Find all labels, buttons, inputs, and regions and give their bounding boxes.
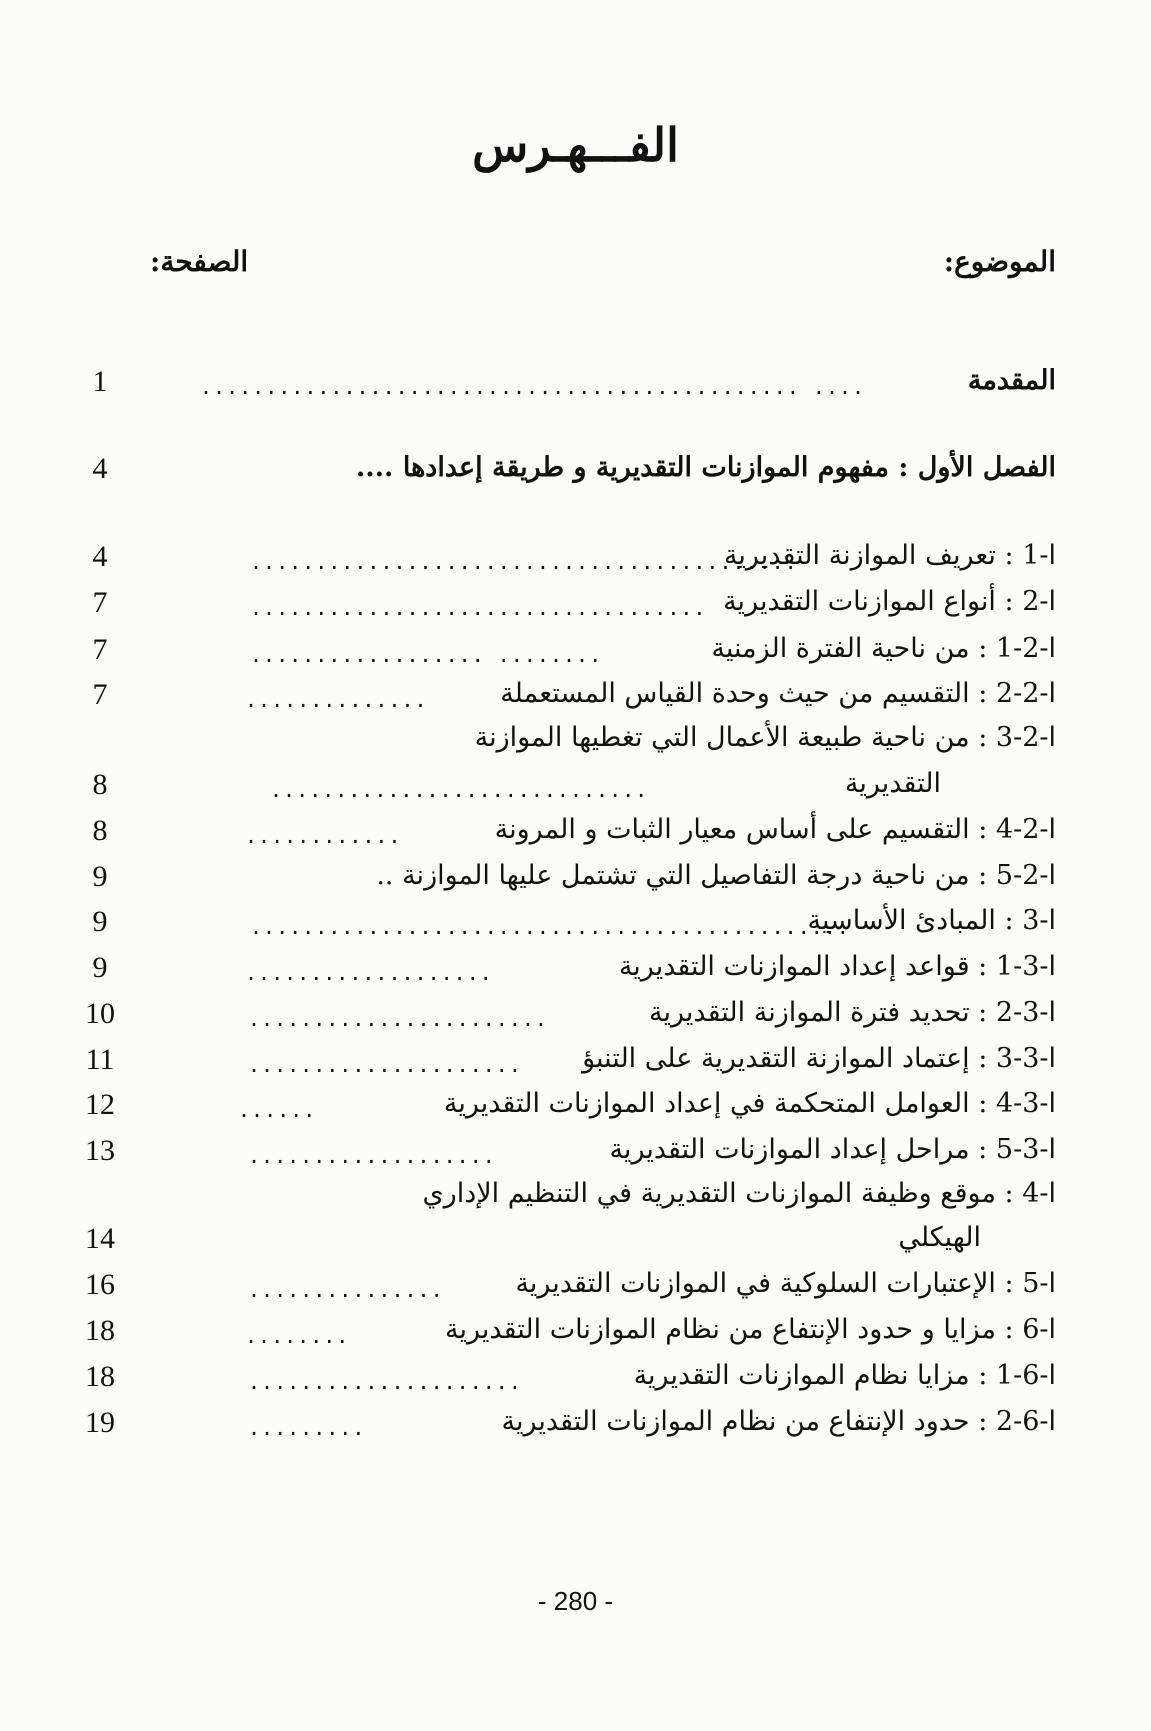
toc-entry-text: الفصل الأول : مفهوم الموازنات التقديرية و طريقة إعدادها ....	[355, 452, 1056, 483]
toc-entry-page: 4	[92, 452, 108, 485]
toc-entry-leader: ......	[238, 1098, 317, 1122]
toc-entry-text: ا-6 : مزايا و حدود الإنتفاع من نظام الموازنات التقديرية	[445, 1314, 1056, 1345]
page-number: - 280 -	[537, 1586, 614, 1616]
toc-entry-text: ا-6-2 : حدود الإنتفاع من نظام الموازنات التقديرية	[501, 1406, 1056, 1437]
toc-entry-page: 1	[92, 365, 108, 398]
toc-entry-leader: ...............	[248, 1278, 444, 1302]
toc-entry-page: 7	[92, 633, 108, 666]
toc-entry-leader: .......................	[248, 1007, 548, 1031]
toc-entry-leader: ............	[245, 824, 402, 848]
toc-entry-leader: ........	[245, 1324, 350, 1348]
toc-entry-page: 18	[85, 1314, 115, 1347]
toc-entry-text: ا-2-5 : من ناحية درجة التفاصيل التي تشتمل عليها الموازنة ..	[376, 860, 1056, 891]
toc-entry-leader: .....................	[248, 1370, 522, 1394]
toc-entry-page: 8	[92, 768, 108, 801]
toc-entry-page: 7	[92, 678, 108, 711]
toc-entry-page: 4	[92, 540, 108, 573]
toc-entry-leader: ...................	[248, 1144, 496, 1168]
toc-entry-page: 9	[92, 951, 108, 984]
toc-entry-text: ا-3-3 : إعتماد الموازنة التقديرية على التنبؤ	[582, 1043, 1056, 1074]
toc-entry-leader: .........	[248, 1416, 366, 1440]
toc-entry-page: 7	[92, 586, 108, 619]
toc-entry-text: ا-2-4 : التقسيم على أساس معيار الثبات و المرونة	[494, 814, 1056, 845]
toc-entry-leader: .....................	[248, 1053, 522, 1077]
toc-entry-text: ا-5 : الإعتبارات السلوكية في الموازنات التقديرية	[515, 1268, 1056, 1299]
toc-entry-page: 16	[85, 1268, 115, 1301]
topic-column-header: الموضوع:	[943, 245, 1056, 278]
toc-entry-page: 8	[92, 814, 108, 847]
page-title: الفـــهـرس	[472, 118, 679, 172]
toc-entry-leader: ..............	[245, 688, 428, 712]
toc-entry-text: ا-2-1 : من ناحية الفترة الزمنية	[711, 633, 1056, 664]
toc-entry-page: 12	[85, 1088, 115, 1121]
toc-entry-page: 14	[85, 1222, 115, 1255]
toc-entry-leader: .............................................. ....	[200, 375, 866, 399]
toc-entry-leader: .............................	[270, 778, 649, 802]
toc-entry-text: ا-3-4 : العوامل المتحكمة في إعداد الموازنات التقديرية	[443, 1088, 1056, 1119]
toc-entry-text: ا-2 : أنواع الموازنات التقديرية	[723, 586, 1056, 617]
toc-entry-text: ا-3-5 : مراحل إعداد الموازنات التقديرية	[609, 1134, 1056, 1165]
toc-entry-leader: ..........................................	[250, 550, 798, 574]
toc-entry-page: 9	[92, 860, 108, 893]
toc-entry-page: 10	[85, 997, 115, 1030]
toc-entry-page: 9	[92, 905, 108, 938]
toc-entry-page: 13	[85, 1134, 115, 1167]
toc-entry-text: ا-3 : المبادئ الأساسية	[807, 905, 1056, 936]
toc-entry-text: ا-4 : موقع وظيفة الموازنات التقديرية في التنظيم الإداري	[422, 1178, 1056, 1209]
toc-entry-text: المقدمة	[967, 365, 1056, 396]
toc-entry-text: ا-3-2 : تحديد فترة الموازنة التقديرية	[649, 997, 1056, 1028]
toc-entry-text: ا-3-1 : قواعد إعداد الموازنات التقديرية	[618, 951, 1056, 982]
toc-entry-leader: ...................................	[250, 596, 707, 620]
toc-entry-text: ا-2-2 : التقسيم من حيث وحدة القياس المستعملة	[500, 678, 1056, 709]
page-column-header: الصفحة:	[150, 245, 249, 278]
toc-entry-leader: ...................	[245, 961, 493, 985]
toc-entry-text: الهيكلي	[898, 1222, 981, 1253]
toc-entry-text: ا-6-1 : مزايا نظام الموازنات التقديرية	[633, 1360, 1056, 1391]
toc-entry-text: التقديرية	[844, 768, 941, 799]
toc-entry-page: 18	[85, 1360, 115, 1393]
toc-entry-leader: ..............................................	[250, 915, 850, 939]
toc-entry-page: 19	[85, 1406, 115, 1439]
toc-entry-page: 11	[85, 1043, 115, 1076]
toc-entry-leader: .................. ........	[250, 643, 603, 667]
toc-entry-text: ا-2-3 : من ناحية طبيعة الأعمال التي تغطيها الموازنة	[474, 722, 1056, 753]
toc-entry-text: ا-1 : تعريف الموازنة التقديرية	[723, 540, 1056, 571]
